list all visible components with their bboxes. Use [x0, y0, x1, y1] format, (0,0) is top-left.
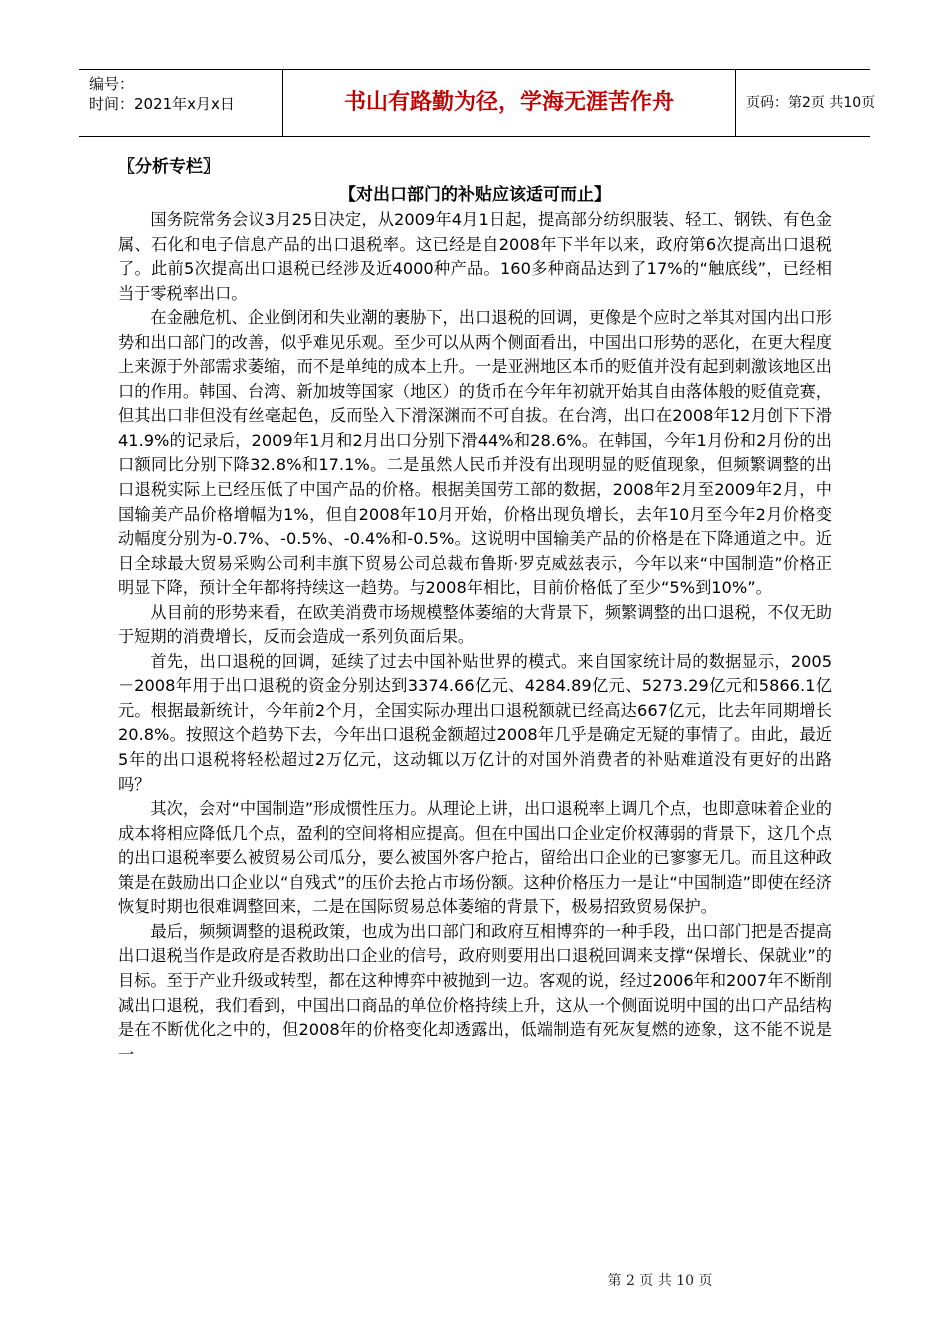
header-meta	[79, 70, 282, 136]
document-date: 时间：2021年x月x日	[89, 95, 235, 113]
paragraph: 在金融危机、企业倒闭和失业潮的裹胁下，出口退税的回调，更像是个应时之举其对国内出口形势和出口部门的改善，似乎难见乐观。至少可以从两个侧面看出，中国出口形势的恶化，在更大程度上来源于外部需求萎缩，而不是单纯的成本上升。一是亚洲地区本币的贬值并没有起到刺激该地区出口的作用。韩国、台湾、新加坡等国家（地区）的货币在今年年初就开始其自由落体般的贬值竞赛，但其出口非但没有丝毫起色，反而坠入下滑深渊而不可自拔。在台湾，出口在2008年12月创下下滑41.9%的记录后，2009年1月和2月出口分别下滑44%和28.6%。在韩国，今年1月份和2月份的出口额同比分别下降32.8%和17.1%。二是虽然人民币并没有出现明显的贬值现象，但频繁调整的出口退税实际上已经压低了中国产品的价格。根据美国劳工部的数据，2008年2月至2009年2月，中国输美产品价格增幅为1%，但自2008年10月开始，价格出现负增长，去年10月至今年2月价格变动幅度分别为-0.7%、-0.5%、-0.4%和-0.5%。这说明中国输美产品的价格是在下降通道之中。近日全球最大贸易采购公司利丰旗下贸易公司总裁布鲁斯·罗克威兹表示，今年以来“中国制造”价格正明显下降，预计全年都将持续这一趋势。与2008年相比，目前价格低了至少“5%到10%”。	[118, 308, 832, 598]
section-title: 〖分析专栏〗	[118, 157, 220, 177]
paragraph: 最后，频频调整的退税政策，也成为出口部门和政府互相博弈的一种手段，出口部门把是否提高出口退税当作是政府是否救助出口企业的信号，政府则要用出口退税回调来支撑“保增长、保就业”的目标。至于产业升级或转型，都在这种博弈中被抛到一边。客观的说，经过2006年和2007年不断削减出口退税，我们看到，中国出口商品的单位价格持续上升，这从一个侧面说明中国的出口产品结构是在不断优化之中的，但2008年的价格变化却透露出，低端制造有死灰复燃的迹象，这不能不说是一	[118, 921, 832, 1064]
paragraph: 从目前的形势来看，在欧美消费市场规模整体萎缩的大背景下，频繁调整的出口退税，不仅无助于短期的消费增长，反而会造成一系列负面后果。	[118, 602, 832, 647]
document-number-label: 编号：	[89, 75, 135, 93]
header-motto: 书山有路勤为径，学海无涯苦作舟	[282, 70, 736, 136]
paragraph: 首先，出口退税的回调，延续了过去中国补贴世界的模式。来自国家统计局的数据显示，2005－2008年用于出口退税的资金分别达到3374.66亿元、4284.89亿元、5273.29亿元和5866.1亿元。根据最新统计，今年前2个月，全国实际办理出口退税额就已经高达667亿元，比去年同期增长20.8%。按照这个趋势下去，今年出口退税金额超过2008年几乎是确定无疑的事情了。由此，最近5年的出口退税将轻松超过2万亿元，这动辄以万亿计的对国外消费者的补贴难道没有更好的出路吗？	[118, 651, 832, 794]
page-header	[79, 69, 876, 137]
page-footer: 第 2 页 共 10 页	[607, 1273, 713, 1289]
article-title: 【对出口部门的补贴应该适可而止】	[339, 185, 611, 205]
paragraph: 其次，会对“中国制造”形成惯性压力。从理论上讲，出口退税率上调几个点，也即意味着企业的成本将相应降低几个点，盈利的空间将相应提高。但在中国出口企业定价权薄弱的背景下，这几个点的出口退税率要么被贸易公司瓜分，要么被国外客户抢占，留给出口企业的已寥寥无几。而且这种政策是在鼓励出口企业以“自残式”的压价去抢占市场份额。这种价格压力一是让“中国制造”即使在经济恢复时期也很难调整回来，二是在国际贸易总体萎缩的背景下，极易招致贸易保护。	[118, 799, 832, 917]
header-page-info: 页码：第2页 共10页	[746, 95, 876, 111]
document-body	[118, 154, 832, 1067]
paragraph: 国务院常务会议3月25日决定，从2009年4月1日起，提高部分纺织服装、轻工、钢铁、有色金属、石化和电子信息产品的出口退税率。这已经是自2008年下半年以来，政府第6次提高出口退税了。此前5次提高出口退税已经涉及近4000种产品。160多种商品达到了17%的“触底线”，已经相当于零税率出口。	[118, 210, 832, 303]
